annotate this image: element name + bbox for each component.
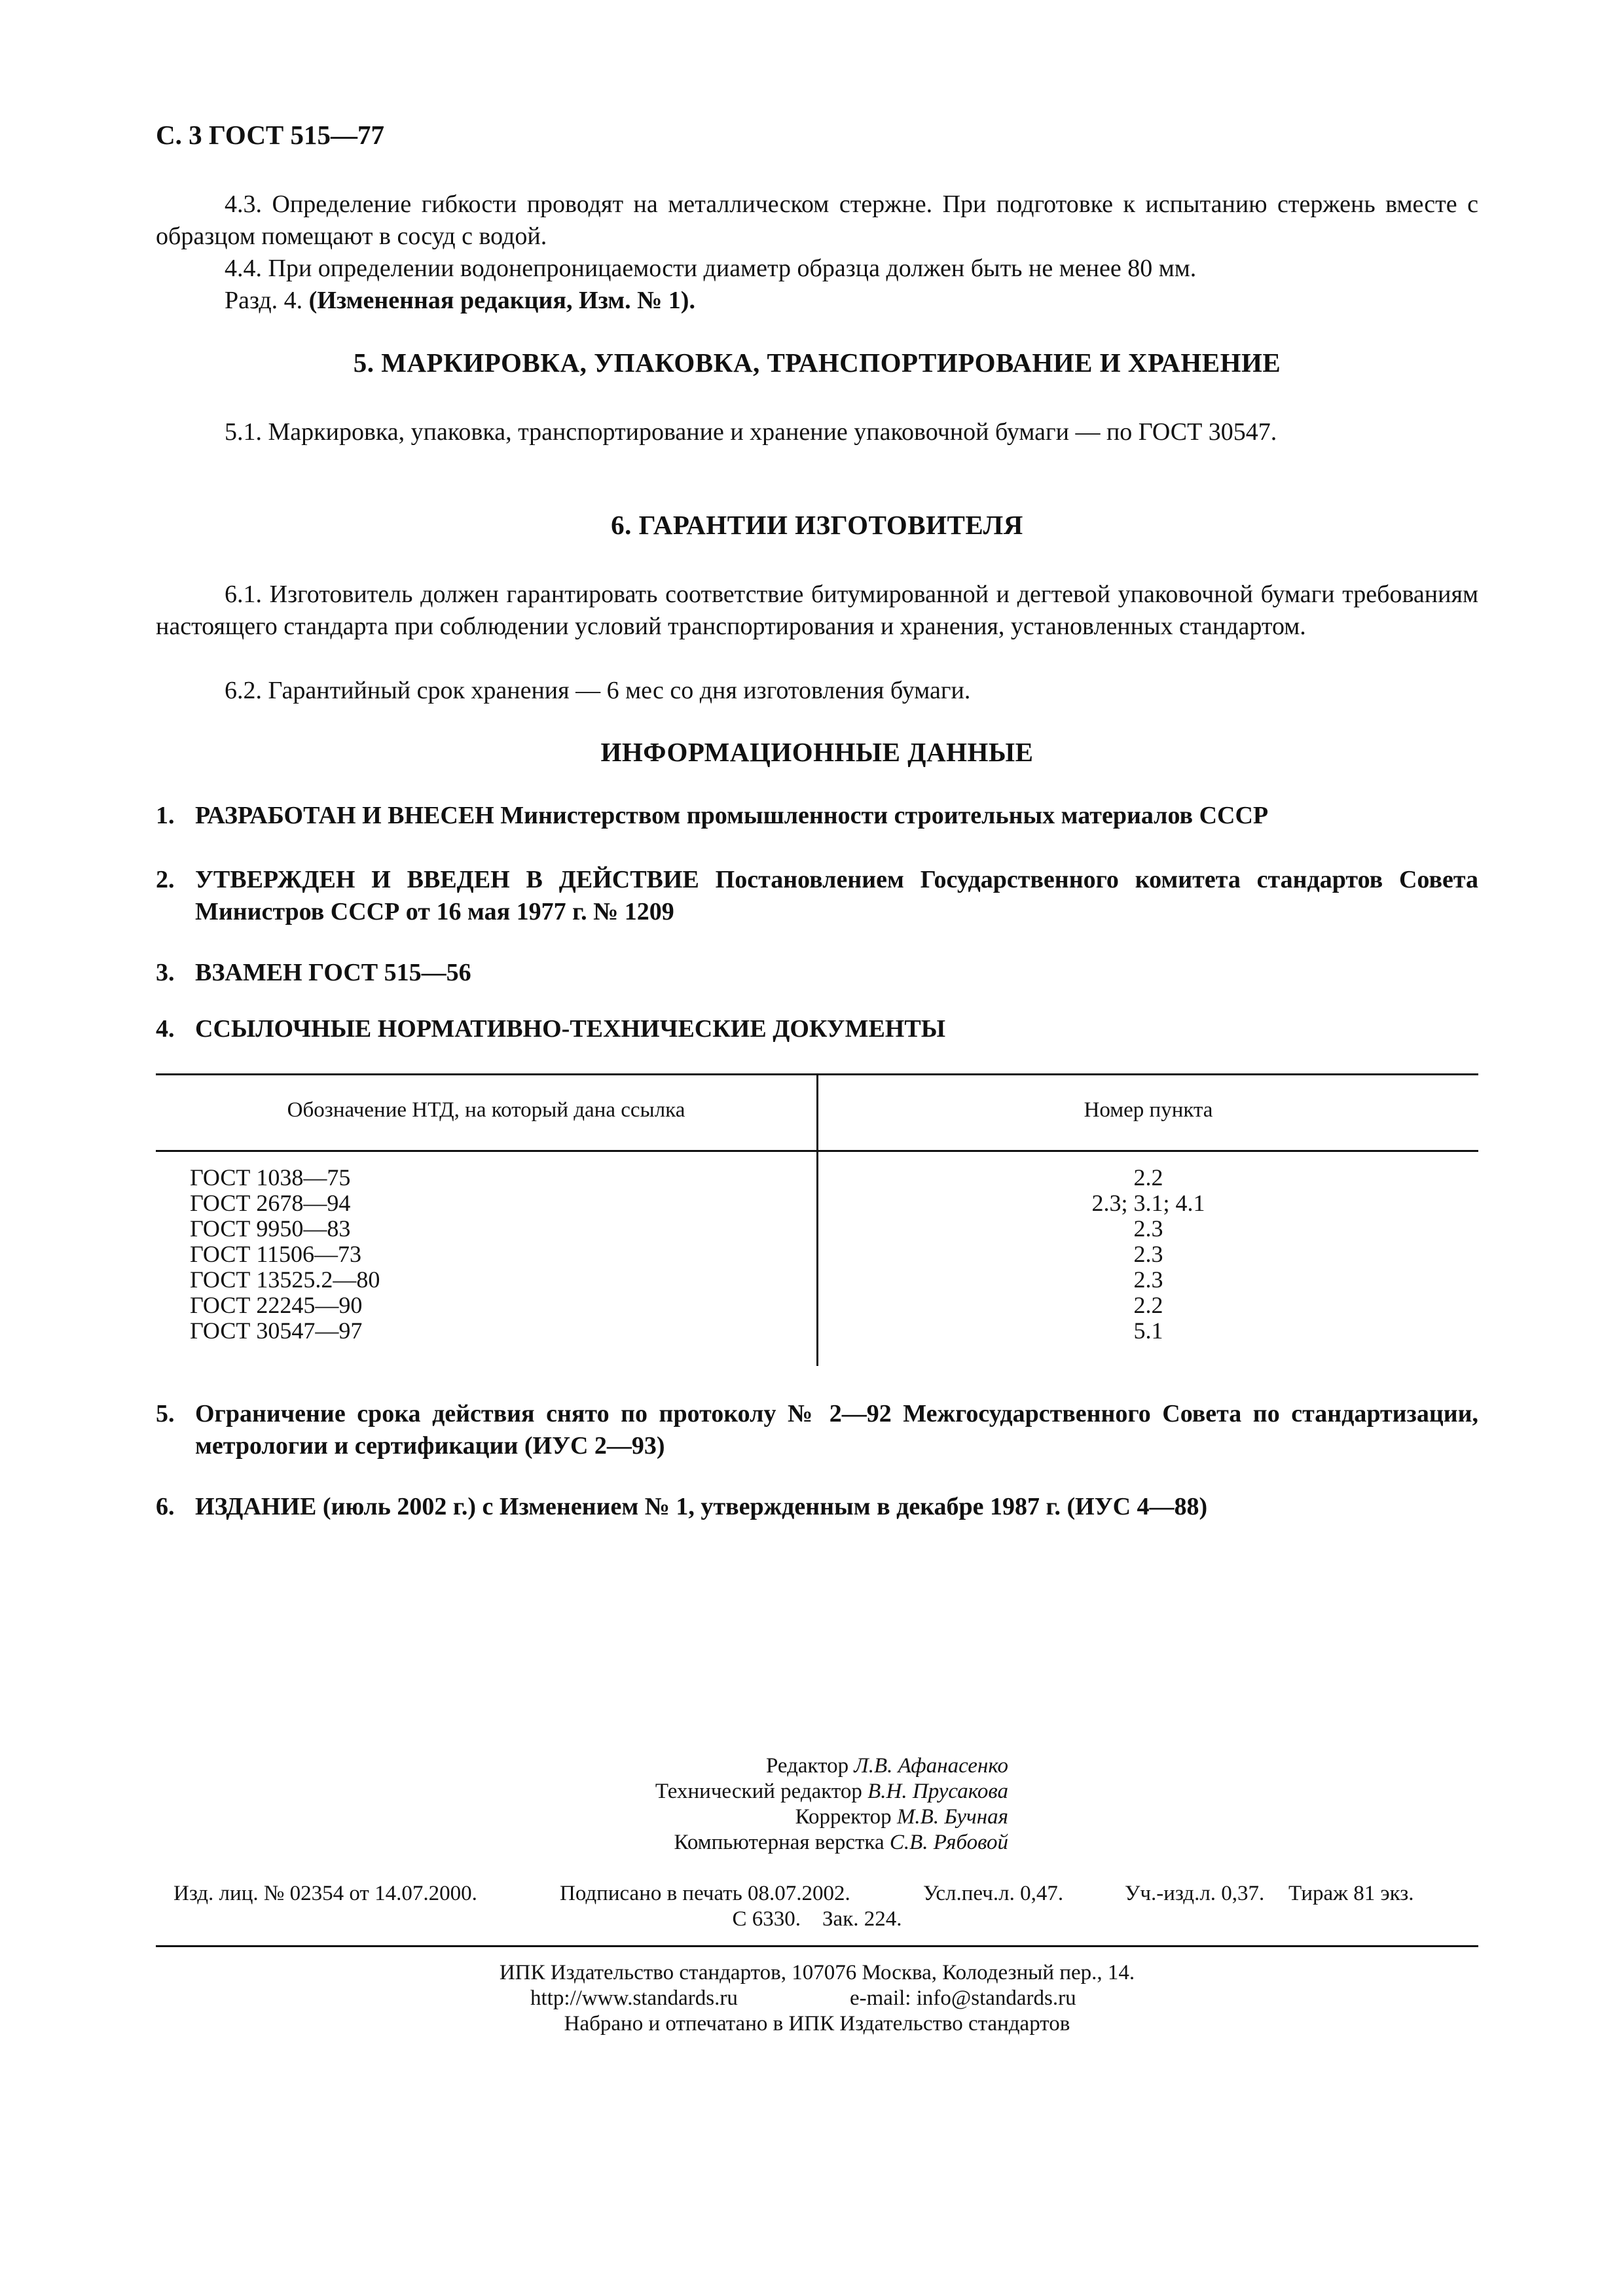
info-item-lead: ССЫЛОЧНЫЕ НОРМАТИВНО-ТЕХНИЧЕСКИЕ ДОКУМЕНТЫ [195, 1015, 946, 1043]
info-item-lead: УТВЕРЖДЕН И ВВЕДЕН В ДЕЙСТВИЕ [195, 866, 699, 893]
info-item-text [195, 1398, 1478, 1462]
info-item-text [195, 1013, 1478, 1045]
table-doc-column [190, 1165, 779, 1344]
credits-block [458, 1753, 1008, 1856]
credit-role: Технический редактор [655, 1780, 868, 1803]
table-header-clause: Номер пункта [1084, 1098, 1213, 1122]
section-5-title: 5. МАРКИРОВКА, УПАКОВКА, ТРАНСПОРТИРОВАНИЕ И ХРАНЕНИЕ [353, 348, 1281, 378]
table-cell-clause: 2.2 [1133, 1292, 1163, 1318]
imprint-license: Изд. лиц. № 02354 от 14.07.2000. [173, 1882, 477, 1905]
credit-layout [458, 1830, 1008, 1856]
table-cell-doc: ГОСТ 30547—97 [190, 1318, 363, 1344]
info-item-4 [156, 1013, 1478, 1045]
paragraph-4-3: 4.3. Определение гибкости проводят на металлическом стержне. При подготовке к испытанию стержень вместе с образцом помещают в сосуд с водой. [156, 190, 1478, 250]
table-cell-clause: 2.3; 3.1; 4.1 [1091, 1190, 1205, 1216]
table-cell-clause: 2.2 [1133, 1164, 1163, 1191]
table-cell-doc: ГОСТ 22245—90 [190, 1292, 363, 1318]
table-header-doc: Обозначение НТД, на который дана ссылка [287, 1098, 685, 1122]
section-6-title: 6. ГАРАНТИИ ИЗГОТОВИТЕЛЯ [611, 510, 1023, 540]
credit-role: Компьютерная верстка [674, 1831, 890, 1854]
table-cell-clause: 2.3 [1133, 1241, 1163, 1267]
credit-role: Корректор [795, 1805, 897, 1829]
info-item-3 [156, 957, 1478, 989]
info-item-lead: РАЗРАБОТАН И ВНЕСЕН [195, 802, 494, 829]
info-item-1 [156, 800, 1478, 832]
info-item-6 [156, 1491, 1478, 1523]
info-item-lead: ВЗАМЕН ГОСТ 515—56 [195, 959, 471, 986]
info-item-text [195, 800, 1478, 832]
publisher-printed-by: Набрано и отпечатано в ИПК Издательство стандартов [564, 2012, 1070, 2036]
info-item-2 [156, 864, 1478, 928]
info-item-number: 2. [156, 866, 175, 893]
credit-name: Л.В. Афанасенко [854, 1754, 1008, 1778]
info-item-text [195, 957, 1478, 989]
info-title: ИНФОРМАЦИОННЫЕ ДАННЫЕ [600, 737, 1034, 767]
imprint-rule [156, 1945, 1478, 1947]
info-item-number: 1. [156, 802, 175, 829]
table-clause-column [818, 1165, 1478, 1344]
amendment-prefix: Разд. 4. [225, 287, 309, 314]
info-item-text [195, 1491, 1478, 1523]
credit-name: М.В. Бучная [896, 1805, 1008, 1829]
imprint-pub-sheets: Уч.-изд.л. 0,37. [1125, 1882, 1265, 1905]
info-item-5 [156, 1398, 1478, 1462]
credit-name: В.Н. Прусакова [867, 1780, 1008, 1803]
info-item-number: 4. [156, 1015, 175, 1043]
publisher-url: http://www.standards.ru [530, 1986, 738, 2010]
info-item-number: 3. [156, 959, 175, 986]
page-header: С. 3 ГОСТ 515—77 [156, 120, 385, 150]
paragraph-5-1: 5.1. Маркировка, упаковка, транспортирование и хранение упаковочной бумаги — по ГОСТ 30547. [225, 418, 1277, 446]
paragraph-6-2: 6.2. Гарантийный срок хранения — 6 мес со дня изготовления бумаги. [225, 677, 971, 704]
publisher-address: ИПК Издательство стандартов, 107076 Москва, Колодезный пер., 14. [499, 1961, 1135, 1984]
credit-tech-editor [458, 1779, 1008, 1804]
table-cell-doc: ГОСТ 13525.2—80 [190, 1266, 380, 1293]
info-item-lead: Ограничение срока действия снято по протоколу № 2—92 Межгосударственного Совета по стандартизации, метрологии и сертификации (ИУС 2—93) [195, 1400, 1478, 1460]
amendment-note [156, 285, 1478, 317]
credit-corrector [458, 1804, 1008, 1830]
credit-name: С.В. Рябовой [889, 1831, 1008, 1854]
table-cell-doc: ГОСТ 11506—73 [190, 1241, 362, 1267]
table-cell-clause: 2.3 [1133, 1266, 1163, 1293]
table-cell-clause: 5.1 [1133, 1318, 1163, 1344]
credit-editor [458, 1753, 1008, 1779]
info-item-number: 6. [156, 1493, 175, 1520]
imprint-order: С 6330. Зак. 224. [732, 1907, 902, 1931]
info-item-lead: ИЗДАНИЕ (июль 2002 г.) с Изменением № 1, утвержденным в декабре 1987 г. (ИУС 4—88) [195, 1493, 1208, 1520]
imprint-print-sheets: Усл.печ.л. 0,47. [923, 1882, 1064, 1905]
publisher-email: e-mail: info@standards.ru [850, 1986, 1076, 2010]
paragraph-6-1: 6.1. Изготовитель должен гарантировать соответствие битумированной и дегтевой упаковочной бумаги требованиям настоящего стандарта при соблюдении условий транспортирования и хранения, установленных стандартом. [156, 581, 1478, 640]
paragraph-4-4: 4.4. При определении водонепроницаемости диаметр образца должен быть не менее 80 мм. [225, 255, 1197, 282]
info-item-number: 5. [156, 1400, 175, 1427]
credit-role: Редактор [765, 1754, 854, 1778]
table-cell-doc: ГОСТ 9950—83 [190, 1215, 351, 1242]
table-cell-doc: ГОСТ 2678—94 [190, 1190, 351, 1216]
table-cell-clause: 2.3 [1133, 1215, 1163, 1242]
info-item-rest: Министерством промышленности строительных материалов СССР [494, 802, 1269, 829]
info-item-rest: Постановлением Государственного комитета стандартов Совета Министров СССР от 16 мая 1977 г. № 1209 [195, 866, 1478, 925]
imprint-circulation: Тираж 81 экз. [1288, 1882, 1414, 1905]
info-item-text [195, 864, 1478, 928]
imprint-signed: Подписано в печать 08.07.2002. [560, 1882, 850, 1905]
amendment-ref: (Измененная редакция, Изм. № 1). [308, 287, 695, 314]
table-cell-doc: ГОСТ 1038—75 [190, 1164, 351, 1191]
